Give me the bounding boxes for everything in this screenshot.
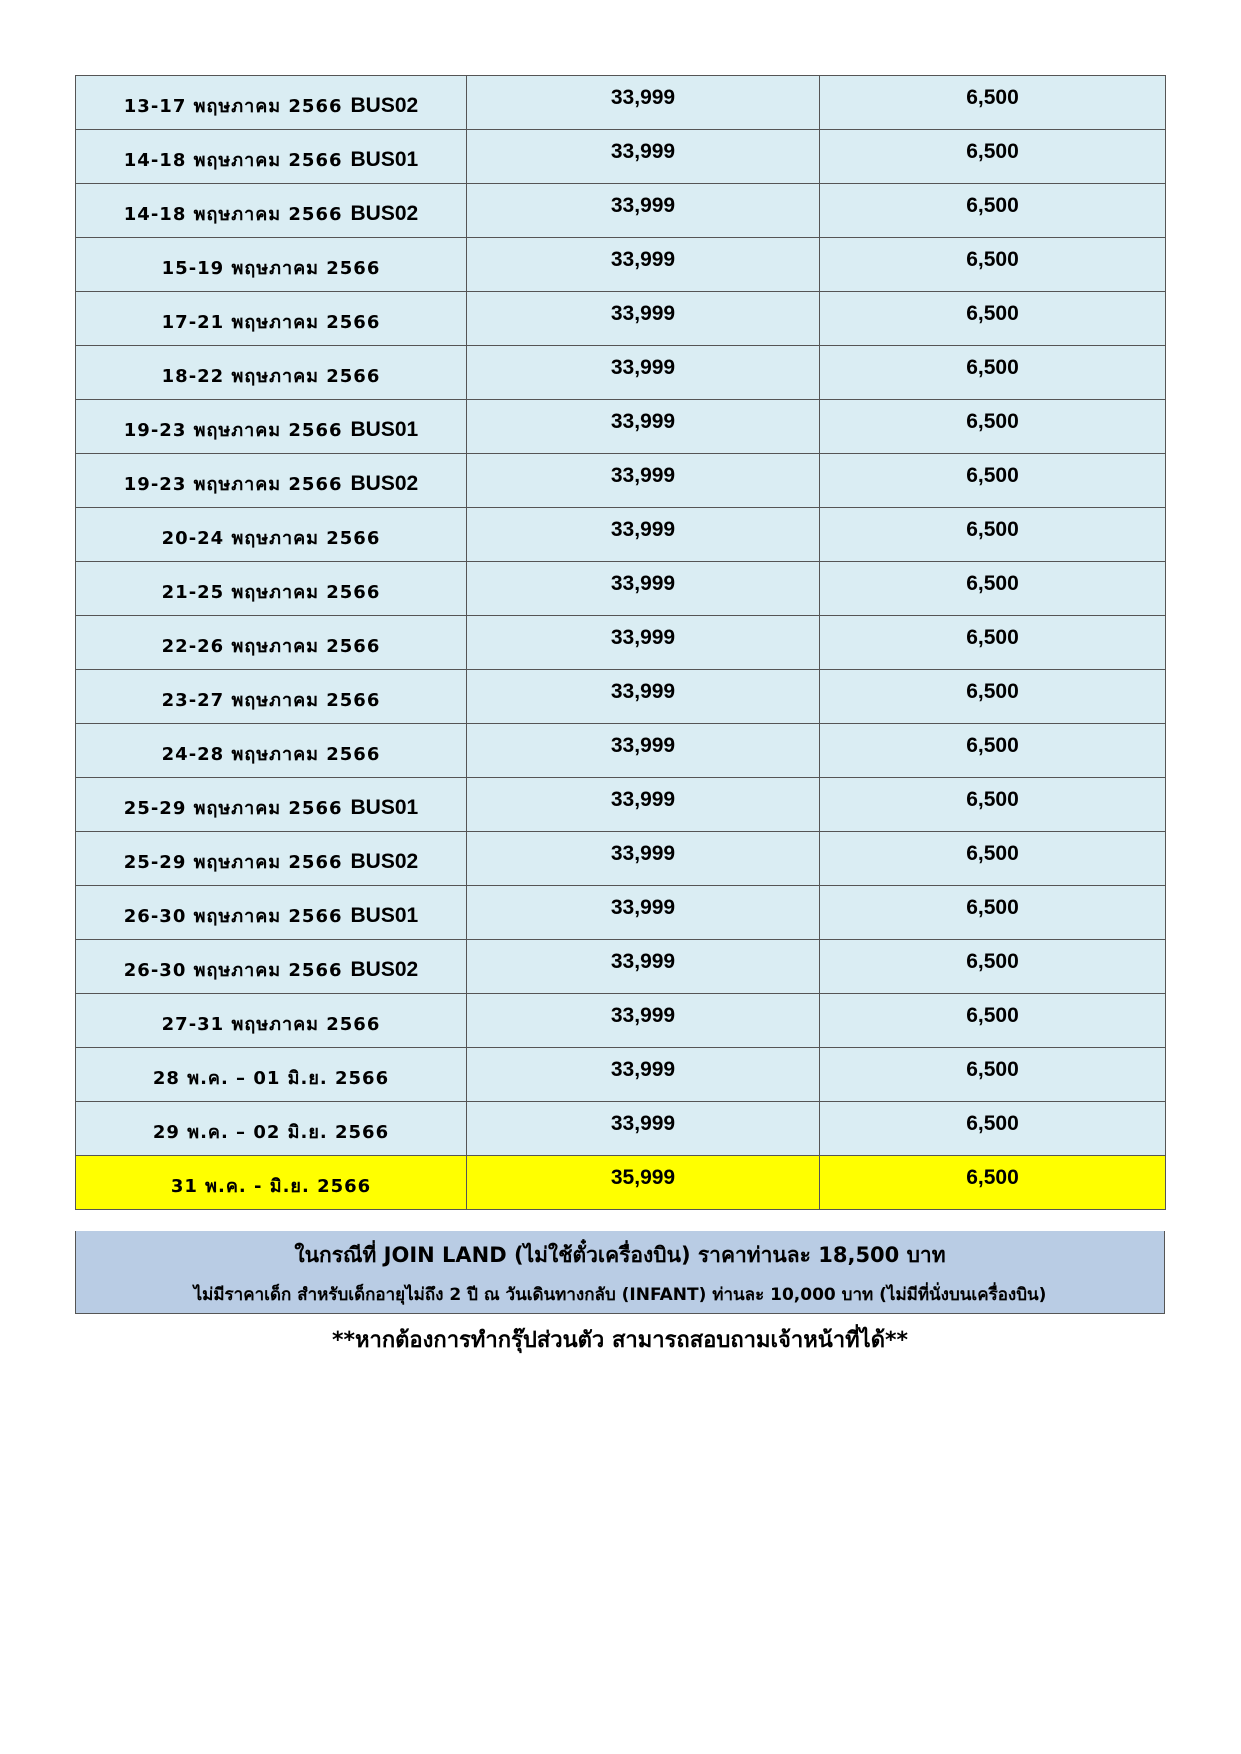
date-cell xyxy=(76,454,467,508)
extra-cell: 6,500 xyxy=(820,400,1166,454)
date-cell xyxy=(76,76,467,130)
extra-cell: 6,500 xyxy=(820,1156,1166,1210)
travel-date: 14-18 พฤษภาคม 2566 xyxy=(123,204,343,225)
date-cell xyxy=(76,508,467,562)
bus-code: BUS01 xyxy=(350,418,419,441)
extra-cell: 6,500 xyxy=(820,184,1166,238)
date-cell xyxy=(76,238,467,292)
bus-code: BUS02 xyxy=(350,94,419,117)
bus-code: BUS02 xyxy=(350,472,419,495)
date-cell xyxy=(76,292,467,346)
price-cell: 33,999 xyxy=(467,454,820,508)
date-cell xyxy=(76,562,467,616)
table-row xyxy=(76,454,1166,508)
price-cell: 35,999 xyxy=(467,1156,820,1210)
price-cell: 33,999 xyxy=(467,184,820,238)
table-row xyxy=(76,562,1166,616)
price-cell: 33,999 xyxy=(467,292,820,346)
table-row xyxy=(76,940,1166,994)
price-cell: 33,999 xyxy=(467,1048,820,1102)
extra-cell: 6,500 xyxy=(820,670,1166,724)
travel-date: 14-18 พฤษภาคม 2566 xyxy=(123,150,343,171)
travel-date: 19-23 พฤษภาคม 2566 xyxy=(123,474,343,495)
price-cell: 33,999 xyxy=(467,778,820,832)
price-cell: 33,999 xyxy=(467,616,820,670)
travel-date: 27-31 พฤษภาคม 2566 xyxy=(161,1014,381,1035)
join-land-note: ในกรณีที่ JOIN LAND (ไม่ใช้ตั๋วเครื่องบิน) ราคาท่านละ 18,500 บาท xyxy=(294,1243,946,1267)
bus-code: BUS02 xyxy=(350,850,419,873)
price-cell: 33,999 xyxy=(467,76,820,130)
travel-date: 22-26 พฤษภาคม 2566 xyxy=(161,636,381,657)
travel-date: 25-29 พฤษภาคม 2566 xyxy=(123,798,343,819)
extra-cell: 6,500 xyxy=(820,508,1166,562)
table-row xyxy=(76,832,1166,886)
extra-cell: 6,500 xyxy=(820,778,1166,832)
date-cell xyxy=(76,400,467,454)
travel-date: 21-25 พฤษภาคม 2566 xyxy=(161,582,381,603)
table-row xyxy=(76,778,1166,832)
table-row xyxy=(76,346,1166,400)
date-cell xyxy=(76,994,467,1048)
table-row xyxy=(76,994,1166,1048)
price-table xyxy=(75,75,1166,1210)
price-cell: 33,999 xyxy=(467,346,820,400)
extra-cell: 6,500 xyxy=(820,1102,1166,1156)
extra-cell: 6,500 xyxy=(820,292,1166,346)
price-cell: 33,999 xyxy=(467,940,820,994)
date-cell xyxy=(76,346,467,400)
price-cell: 33,999 xyxy=(467,832,820,886)
travel-date: 26-30 พฤษภาคม 2566 xyxy=(123,960,343,981)
price-cell: 33,999 xyxy=(467,238,820,292)
extra-cell: 6,500 xyxy=(820,76,1166,130)
price-cell: 33,999 xyxy=(467,994,820,1048)
travel-date: 28 พ.ค. – 01 มิ.ย. 2566 xyxy=(152,1068,390,1089)
extra-cell: 6,500 xyxy=(820,940,1166,994)
bus-code: BUS02 xyxy=(350,202,419,225)
table-row xyxy=(76,400,1166,454)
travel-date: 13-17 พฤษภาคม 2566 xyxy=(123,96,343,117)
table-row xyxy=(76,724,1166,778)
infant-note: ไม่มีราคาเด็ก สำหรับเด็กอายุไม่ถึง 2 ปี ณ วันเดินทางกลับ (INFANT) ท่านละ 10,000 บาท (ไม่มีที่นั่งบนเครื่องบิน) xyxy=(193,1285,1047,1305)
date-cell xyxy=(76,1048,467,1102)
table-row xyxy=(76,616,1166,670)
table-row xyxy=(76,1048,1166,1102)
extra-cell: 6,500 xyxy=(820,454,1166,508)
bus-code: BUS01 xyxy=(350,904,419,927)
price-cell: 33,999 xyxy=(467,670,820,724)
travel-date: 24-28 พฤษภาคม 2566 xyxy=(161,744,381,765)
date-cell xyxy=(76,616,467,670)
table-row xyxy=(76,76,1166,130)
extra-cell: 6,500 xyxy=(820,562,1166,616)
extra-cell: 6,500 xyxy=(820,994,1166,1048)
price-table-body xyxy=(76,76,1166,1210)
notes-box xyxy=(75,1231,1165,1314)
date-cell xyxy=(76,778,467,832)
table-row xyxy=(76,1156,1166,1210)
date-cell xyxy=(76,886,467,940)
price-cell: 33,999 xyxy=(467,130,820,184)
bus-code: BUS01 xyxy=(350,796,419,819)
extra-cell: 6,500 xyxy=(820,130,1166,184)
travel-date: 25-29 พฤษภาคม 2566 xyxy=(123,852,343,873)
table-row xyxy=(76,1102,1166,1156)
extra-cell: 6,500 xyxy=(820,1048,1166,1102)
travel-date: 29 พ.ค. – 02 มิ.ย. 2566 xyxy=(152,1122,390,1143)
table-row xyxy=(76,886,1166,940)
price-cell: 33,999 xyxy=(467,400,820,454)
date-cell xyxy=(76,1102,467,1156)
extra-cell: 6,500 xyxy=(820,346,1166,400)
private-group-note: **หากต้องการทำกรุ๊ปส่วนตัว สามารถสอบถามเจ้าหน้าที่ได้** xyxy=(331,1328,909,1353)
table-row xyxy=(76,238,1166,292)
date-cell xyxy=(76,1156,467,1210)
table-row xyxy=(76,130,1166,184)
extra-cell: 6,500 xyxy=(820,886,1166,940)
travel-date: 18-22 พฤษภาคม 2566 xyxy=(161,366,381,387)
price-cell: 33,999 xyxy=(467,562,820,616)
bus-code: BUS02 xyxy=(350,958,419,981)
table-row xyxy=(76,184,1166,238)
date-cell xyxy=(76,832,467,886)
date-cell xyxy=(76,724,467,778)
travel-date: 26-30 พฤษภาคม 2566 xyxy=(123,906,343,927)
price-cell: 33,999 xyxy=(467,508,820,562)
table-row xyxy=(76,670,1166,724)
travel-date: 15-19 พฤษภาคม 2566 xyxy=(161,258,381,279)
table-row xyxy=(76,292,1166,346)
travel-date: 20-24 พฤษภาคม 2566 xyxy=(161,528,381,549)
date-cell xyxy=(76,940,467,994)
date-cell xyxy=(76,130,467,184)
extra-cell: 6,500 xyxy=(820,724,1166,778)
travel-date: 17-21 พฤษภาคม 2566 xyxy=(161,312,381,333)
date-cell xyxy=(76,670,467,724)
travel-date: 31 พ.ค. - มิ.ย. 2566 xyxy=(170,1176,372,1197)
extra-cell: 6,500 xyxy=(820,616,1166,670)
price-cell: 33,999 xyxy=(467,886,820,940)
travel-date: 23-27 พฤษภาคม 2566 xyxy=(161,690,381,711)
price-cell: 33,999 xyxy=(467,724,820,778)
extra-cell: 6,500 xyxy=(820,238,1166,292)
table-row xyxy=(76,508,1166,562)
date-cell xyxy=(76,184,467,238)
price-cell: 33,999 xyxy=(467,1102,820,1156)
bus-code: BUS01 xyxy=(350,148,419,171)
travel-date: 19-23 พฤษภาคม 2566 xyxy=(123,420,343,441)
extra-cell: 6,500 xyxy=(820,832,1166,886)
